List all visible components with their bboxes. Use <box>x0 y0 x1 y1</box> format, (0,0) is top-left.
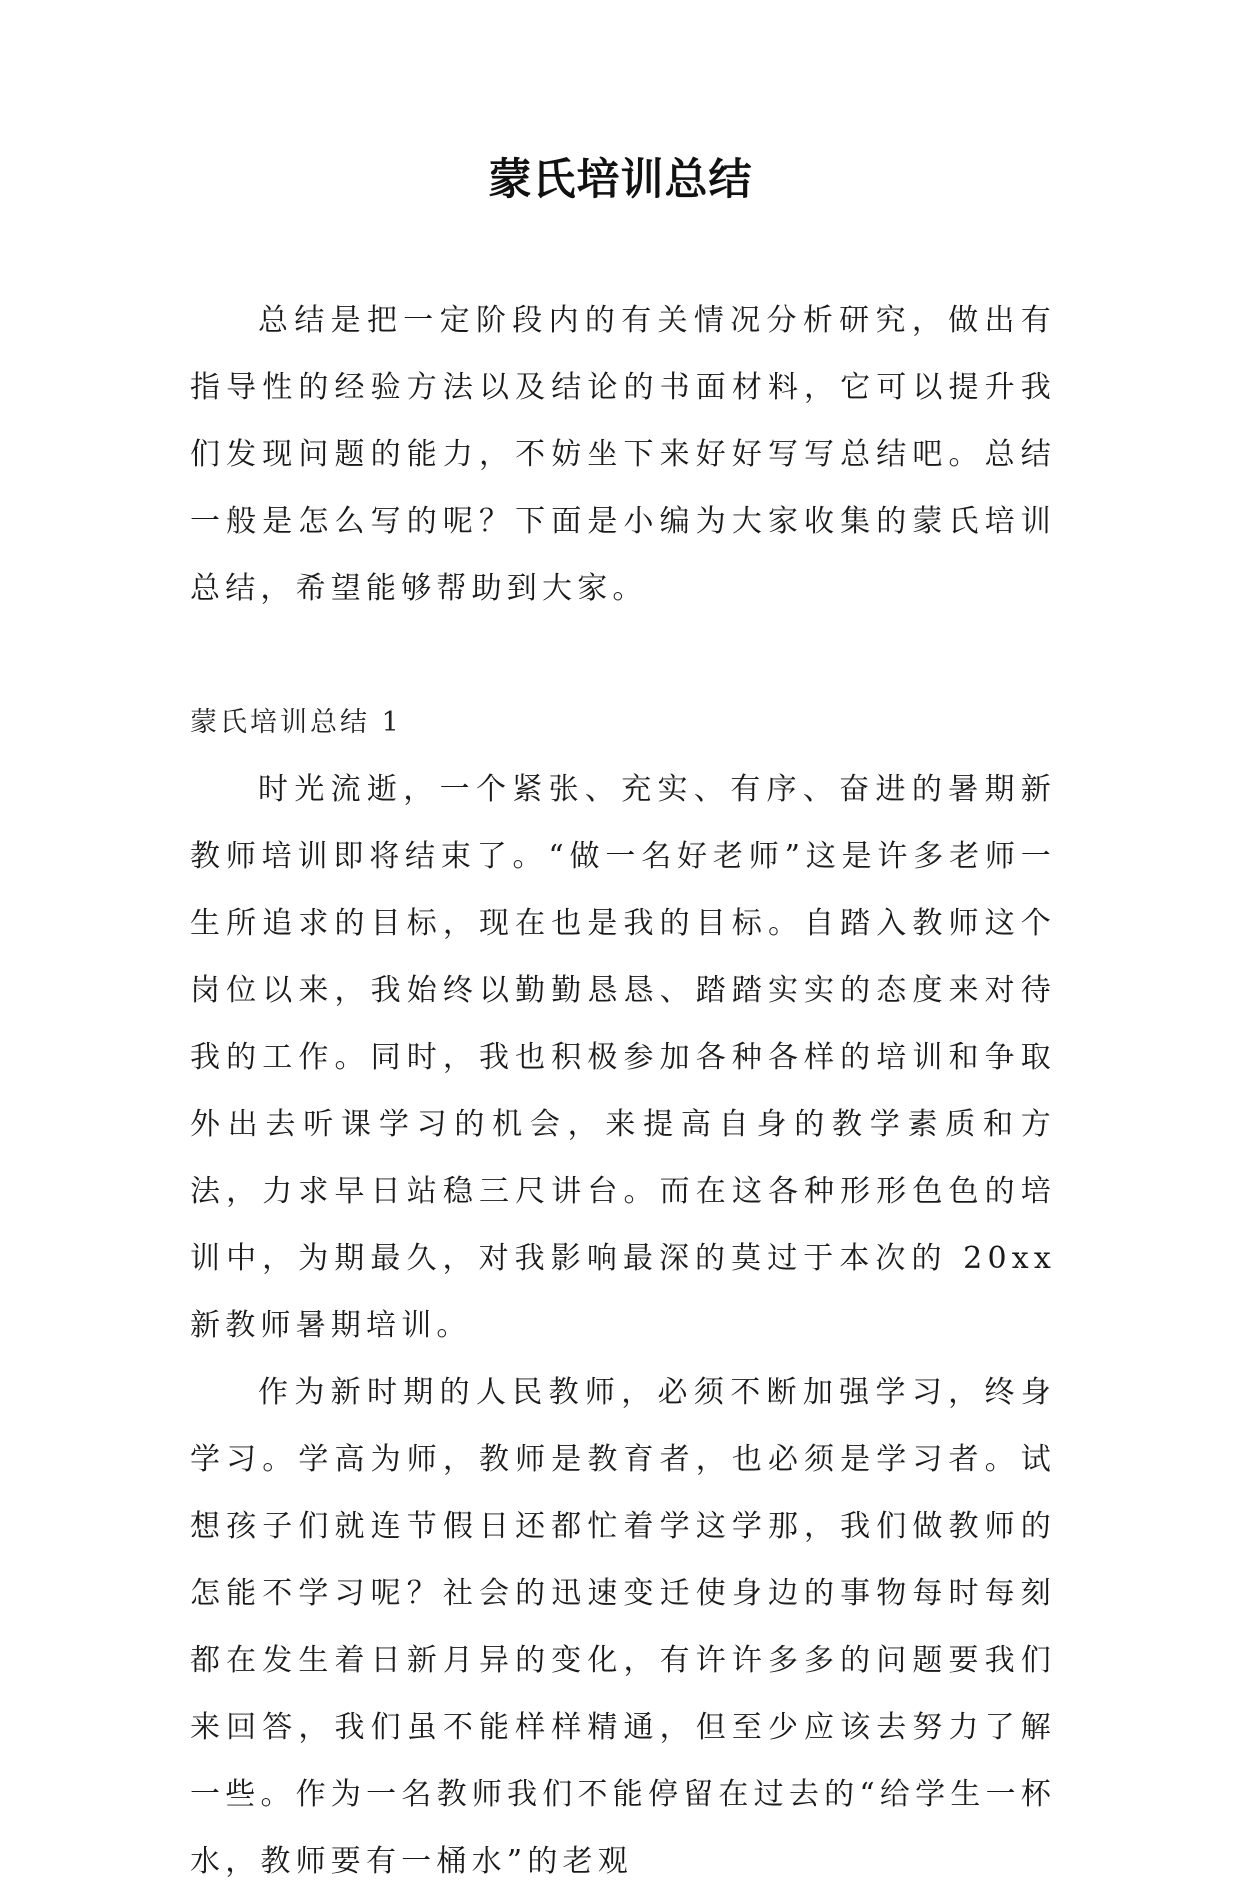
section-heading: 蒙氏培训总结 1 <box>190 707 402 738</box>
body-paragraph: 作为新时期的人民教师，必须不断加强学习，终身学习。学高为师，教师是教育者，也必须是学习者。试想孩子们就连节假日还都忙着学这学那，我们做教师的怎能不学习呢？社会的迅速变迁使身边的事物每时每刻都在发生着日新月异的变化，有许许多多的问题要我们来回答，我们虽不能样样精通，但至少应该去努力了解一些。作为一名教师我们不能停留在过去的“给学生一杯水，教师要有一桶水”的老观 <box>190 1375 1056 1879</box>
document-body <box>190 287 1056 1895</box>
document-title: 蒙氏培训总结 <box>488 155 753 205</box>
intro-paragraph: 总结是把一定阶段内的有关情况分析研究，做出有指导性的经验方法以及结论的书面材料，它可以提升我们发现问题的能力，不妨坐下来好好写写总结吧。总结一般是怎么写的呢？下面是小编为大家收集的蒙氏培训总结，希望能够帮助到大家。 <box>190 303 1056 606</box>
body-paragraph: 时光流逝，一个紧张、充实、有序、奋进的暑期新教师培训即将结束了。“做一名好老师”这是许多老师一生所追求的目标，现在也是我的目标。自踏入教师这个岗位以来，我始终以勤勤恳恳、踏踏实实的态度来对待我的工作。同时，我也积极参加各种各样的培训和争取外出去听课学习的机会，来提高自身的教学素质和方法，力求早日站稳三尺讲台。而在这各种形形色色的培训中，为期最久，对我影响最深的莫过于本次的 20xx 新教师暑期培训。 <box>190 772 1056 1343</box>
